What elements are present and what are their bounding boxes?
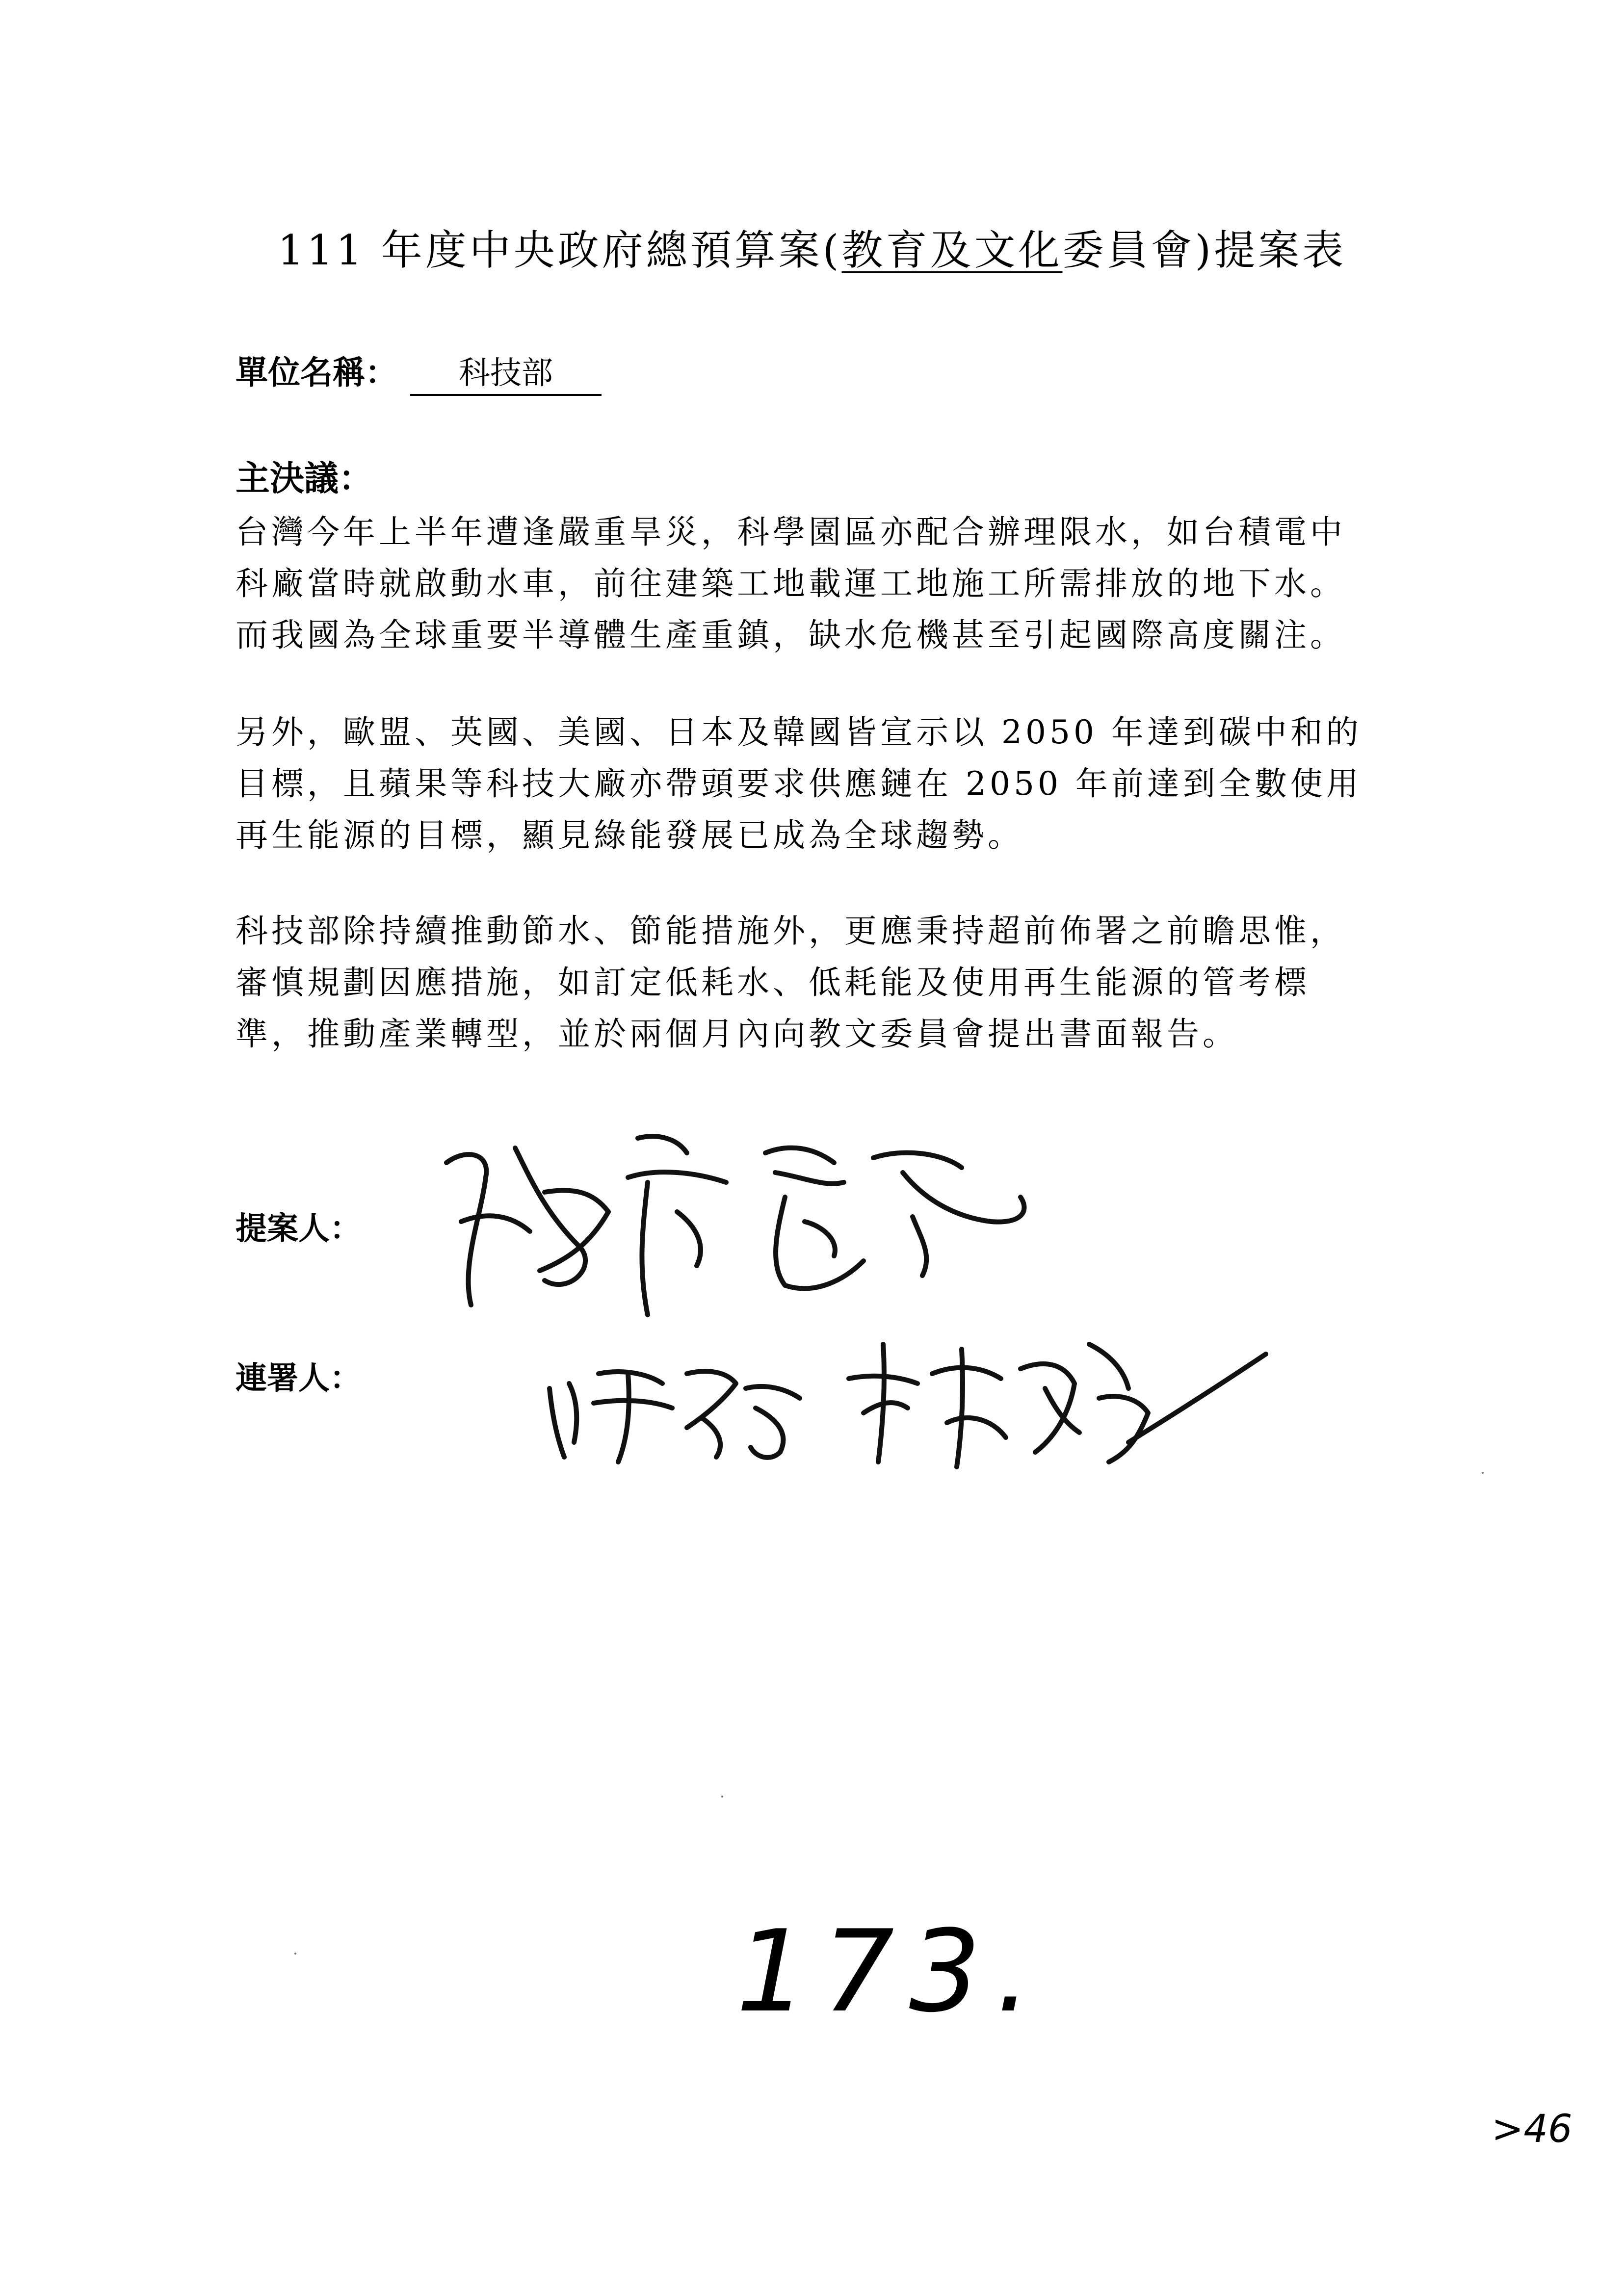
page-mark: >46 <box>1492 2107 1572 2151</box>
document-title <box>0 223 1624 277</box>
title-committee: 教育及文化 <box>841 226 1063 274</box>
unit-label: 單位名稱： <box>236 354 397 391</box>
paragraph-3 <box>236 905 1423 1060</box>
paragraph-line: 審慎規劃因應措施，如訂定低耗水、低耗能及使用再生能源的管考標 <box>236 964 1310 1001</box>
cosigner-signature-2 <box>834 1315 1276 1477</box>
paragraph-line: 再生能源的目標，顯見綠能發展已成為全球趨勢。 <box>236 816 1023 854</box>
proposer-label: 提案人： <box>236 1211 361 1247</box>
cosigner-signature-1 <box>540 1344 814 1472</box>
paragraph-line: 準，推動產業轉型，並於兩個月內向教文委員會提出書面報告。 <box>236 1015 1238 1053</box>
scan-speck <box>294 1953 296 1955</box>
paragraph-line: 另外，歐盟、英國、美國、日本及韓國皆宣示以 2050 年達到碳中和的 <box>236 713 1362 751</box>
unit-value: 科技部 <box>410 353 602 396</box>
title-suffix: 委員會)提案表 <box>1062 226 1347 274</box>
paragraph-2 <box>236 706 1423 861</box>
paragraph-line: 科廠當時就啟動水車，前往建築工地載運工地施工所需排放的地下水。 <box>236 565 1346 602</box>
paragraph-line: 科技部除持續推動節水、節能措施外，更應秉持超前佈署之前瞻思惟， <box>236 912 1346 950</box>
paragraph-line: 而我國為全球重要半導體生產重鎮，缺水危機甚至引起國際高度關注。 <box>236 616 1346 654</box>
title-prefix: 111 年度中央政府總預算案( <box>277 226 842 274</box>
proposer-signature <box>432 1119 1040 1325</box>
scan-speck <box>1482 1472 1484 1474</box>
scan-speck <box>721 1796 723 1798</box>
cosigner-label: 連署人： <box>236 1360 361 1397</box>
unit-line <box>236 351 602 396</box>
resolution-heading: 主決議： <box>236 458 373 498</box>
handwritten-page-number: 173. <box>736 1906 1047 2037</box>
paragraph-line: 台灣今年上半年遭逢嚴重旱災，科學園區亦配合辦理限水，如台積電中 <box>236 513 1346 551</box>
paragraph-1 <box>236 506 1423 661</box>
paragraph-line: 目標，且蘋果等科技大廠亦帶頭要求供應鏈在 2050 年前達到全數使用 <box>236 765 1362 803</box>
